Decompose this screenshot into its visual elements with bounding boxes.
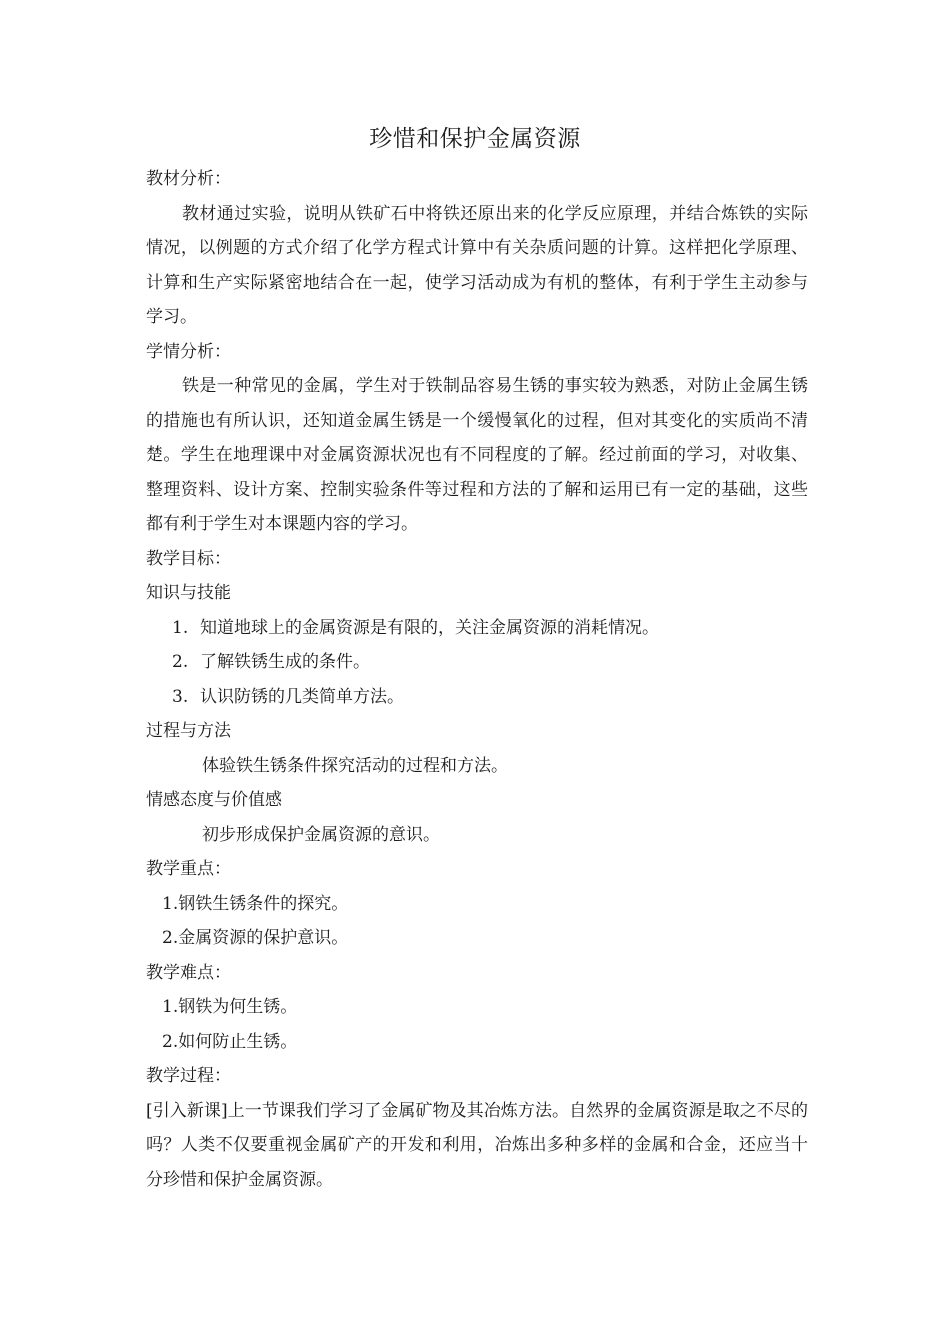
section-heading-textbook: 教材分析： [146,169,231,189]
paragraph-intro: [引入新课]上一节课我们学习了金属矿物及其冶炼方法。自然界的金属资源是取之不尽的吗？人类不仅要重视金属矿产的开发和利用，冶炼出多种多样的金属和合金，还应当十分珍惜和保护金属资源。 [146,1100,808,1190]
subheading-emotion: 情感态度与价值感 [146,790,282,810]
list-item-text: 了解铁锈生成的条件。 [200,652,370,672]
paragraph-student-analysis: 铁是一种常见的金属，学生对于铁制品容易生锈的事实较为熟悉，对防止金属生锈的措施也有所认识，还知道金属生锈是一个缓慢氧化的过程，但对其变化的实质尚不清楚。学生在地理课中对金属资源状况也有不同程度的了解。经过前面的学习，对收集、整理资料、设计方案、控制实验条件等过程和方法的了解和运用已有一定的基础，这些都有利于学生对本课题内容的学习。 [146,376,808,534]
paragraph-textbook-analysis: 教材通过实验，说明从铁矿石中将铁还原出来的化学反应原理，并结合炼铁的实际情况，以例题的方式介绍了化学方程式计算中有关杂质问题的计算。这样把化学原理、计算和生产实际紧密地结合在一起，使学习活动成为有机的整体，有利于学生主动参与学习。 [146,203,808,327]
list-item-text: 知道地球上的金属资源是有限的，关注金属资源的消耗情况。 [200,617,659,638]
list-item: 2.金属资源的保护意识。 [162,928,349,948]
list-item-number: 3. [172,686,189,707]
list-item [146,645,808,680]
list-item-number: 1. [172,617,189,638]
subheading-process: 过程与方法 [146,721,231,741]
list-item [146,611,808,646]
section-heading-goals: 教学目标： [146,548,231,569]
list-item-number: 2. [172,652,189,672]
list-item: 2.如何防止生锈。 [162,1031,298,1052]
page-title: 珍惜和保护金属资源 [369,126,581,152]
list-item: 1.钢铁生锈条件的探究。 [162,893,349,914]
subheading-knowledge: 知识与技能 [146,583,231,603]
paragraph-emotion: 初步形成保护金属资源的意识。 [202,824,440,845]
section-heading-teaching-process: 教学过程： [146,1066,231,1086]
section-heading-key-points: 教学重点： [146,859,231,879]
paragraph-process: 体验铁生锈条件探究活动的过程和方法。 [202,755,508,776]
section-heading-difficult-points: 教学难点： [146,962,231,983]
section-heading-student: 学情分析： [146,341,231,362]
list-item: 1.钢铁为何生锈。 [162,997,298,1017]
list-item [146,680,808,715]
document-body [146,162,808,1197]
list-item-text: 认识防锈的几类简单方法。 [200,686,404,707]
